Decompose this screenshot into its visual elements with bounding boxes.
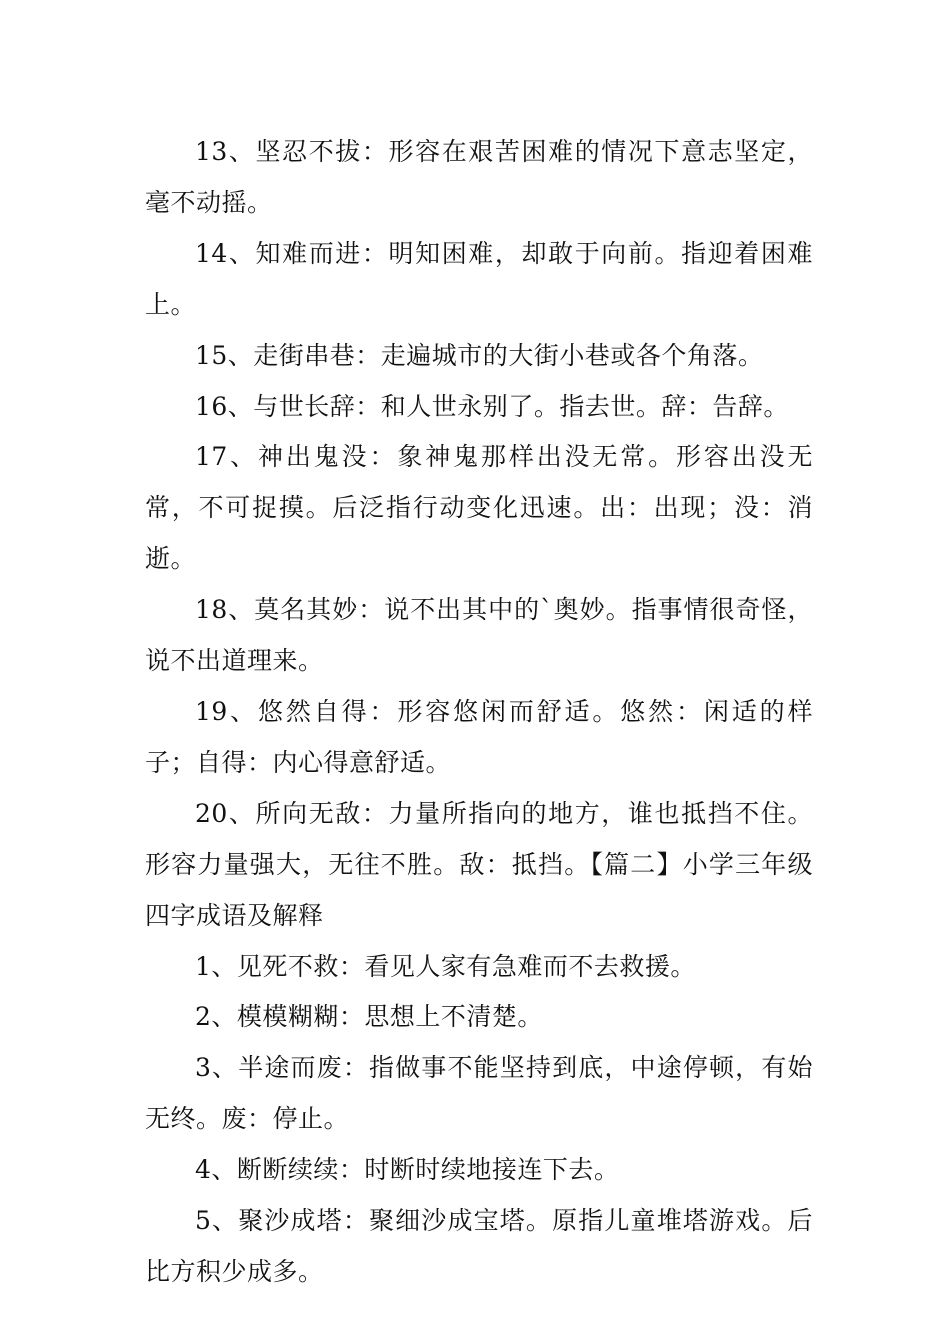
idiom-entry-15: 15、走街串巷：走遍城市的大街小巷或各个角落。 (195, 340, 764, 370)
idiom-entry-1: 1、见死不救：看见人家有急难而不去救援。 (195, 951, 696, 981)
idiom-entry-17: 17、神出鬼没：象神鬼那样出没无常。形容出没无常，不可捉摸。后泛指行动变化迅速。出：出现；没：消逝。 (145, 442, 813, 574)
idiom-entry-2: 2、模模糊糊：思想上不清楚。 (195, 1002, 543, 1032)
document-body (145, 127, 813, 1298)
idiom-entry-13: 13、坚忍不拔：形容在艰苦困难的情况下意志坚定，毫不动摇。 (145, 137, 813, 217)
idiom-entry-4: 4、断断续续：时断时续地接连下去。 (195, 1155, 620, 1185)
idiom-entry-16: 16、与世长辞：和人世永别了。指去世。辞：告辞。 (195, 391, 789, 421)
idiom-entry-20: 20、所向无敌：力量所指向的地方，谁也抵挡不住。形容力量强大，无往不胜。敌：抵挡。【篇二】小学三年级四字成语及解释 (145, 798, 813, 930)
idiom-entry-5: 5、聚沙成塔：聚细沙成宝塔。原指儿童堆塔游戏。后比方积少成多。 (145, 1206, 813, 1286)
idiom-entry-18: 18、莫名其妙：说不出其中的`奥妙。指事情很奇怪，说不出道理来。 (145, 595, 813, 676)
idiom-entry-14: 14、知难而进：明知困难，却敢于向前。指迎着困难上。 (145, 238, 813, 319)
idiom-entry-3: 3、半途而废：指做事不能坚持到底，中途停顿，有始无终。废：停止。 (145, 1053, 813, 1134)
idiom-entry-19: 19、悠然自得：形容悠闲而舒适。悠然：闲适的样子；自得：内心得意舒适。 (145, 696, 813, 777)
